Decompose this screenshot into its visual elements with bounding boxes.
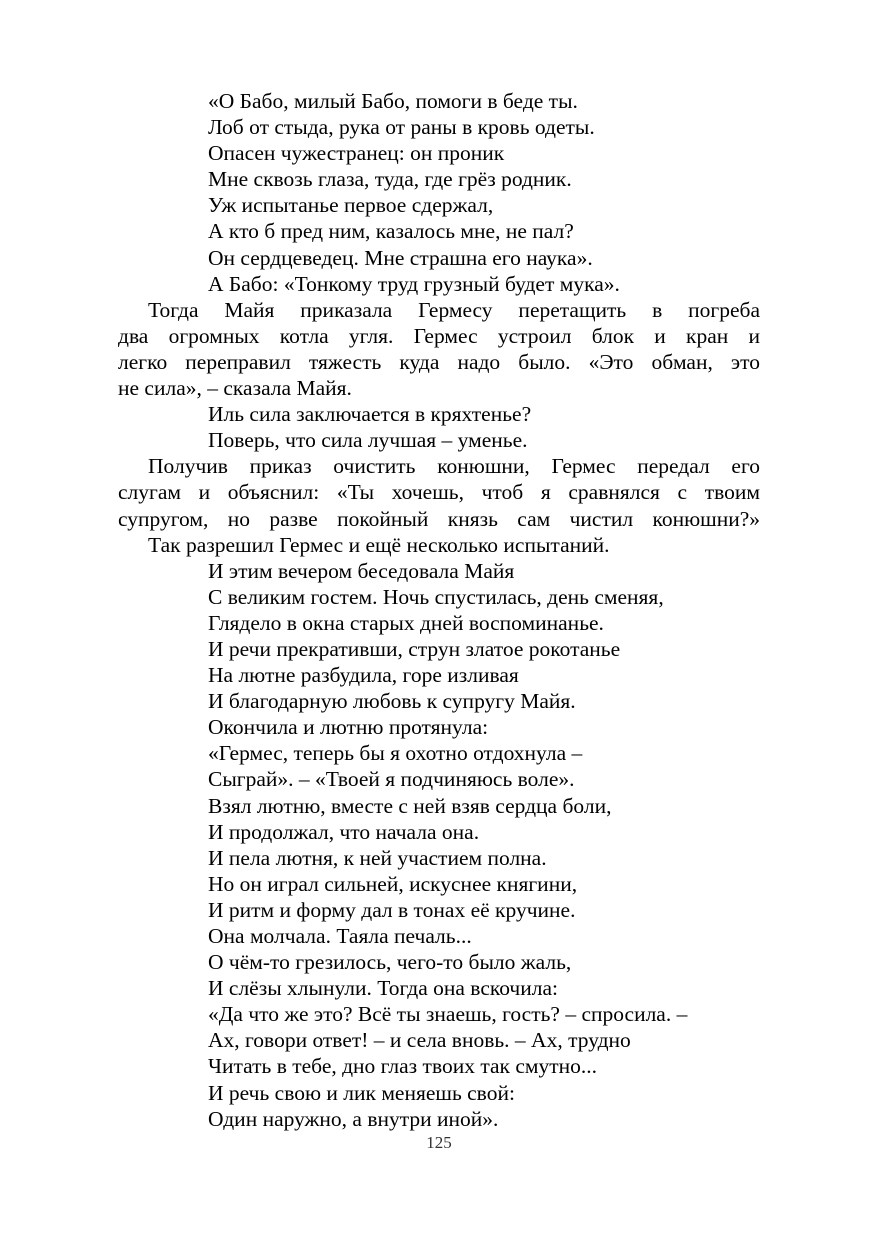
verse-line: И этим вечером беседовала Майя: [208, 558, 515, 583]
prose-line: два огромных котла угля. Гермес устроил блок и кран и: [118, 323, 760, 348]
verse-line: Иль сила заключается в кряхтенье?: [208, 402, 532, 427]
prose-line: легко переправил тяжесть куда надо было. «Это обман, это: [118, 349, 760, 374]
verse-line: И слёзы хлынули. Тогда она вскочила:: [208, 976, 558, 1001]
page-number: 125: [426, 1133, 452, 1152]
verse-line: Она молчала. Таяла печаль...: [208, 924, 472, 948]
verse-line: О чём-то грезилось, чего-то было жаль,: [208, 950, 572, 975]
verse-line: И пела лютня, к ней участием полна.: [208, 845, 547, 870]
verse-line: «О Бабо, милый Бабо, помоги в беде ты.: [208, 89, 578, 113]
verse-line: И ритм и форму дал в тонах её кручине.: [208, 897, 576, 922]
verse-line: И продолжал, что начала она.: [208, 819, 480, 844]
verse-line: И речь свою и лик меняешь свой:: [208, 1080, 515, 1105]
verse-line: Взял лютню, вместе с ней взяв сердца боли,: [208, 793, 612, 818]
verse-line: И благодарную любовь к супругу Майя.: [208, 689, 576, 714]
verse-line: Лоб от стыда, рука от раны в кровь одеты.: [208, 115, 595, 140]
verse-line: Но он играл сильней, искуснее княгини,: [208, 871, 578, 896]
verse-line: Глядело в окна старых дней воспоминанье.: [208, 610, 604, 635]
prose-line: Тогда Майя приказала Гермесу перетащить в погреба: [148, 297, 760, 322]
verse-line: Один наружно, а внутри иной».: [208, 1106, 499, 1131]
verse-line: Окончила и лютню протянула:: [208, 715, 489, 740]
verse-line: Читать в тебе, дно глаз твоих так смутно...: [208, 1054, 598, 1079]
verse-line: Уж испытанье первое сдержал,: [208, 193, 494, 218]
prose-line: Получив приказ очистить конюшни, Гермес передал его: [148, 454, 760, 479]
verse-line: С великим гостем. Ночь спустилась, день сменяя,: [208, 584, 664, 609]
verse-line: «Гермес, теперь бы я охотно отдохнула –: [208, 741, 583, 766]
verse-line: А Бабо: «Тонкому труд грузный будет мука».: [208, 271, 620, 296]
verse-line: Сыграй». – «Твоей я подчиняюсь воле».: [208, 767, 575, 792]
verse-line: И речи прекративши, струн златое рокотанье: [208, 636, 621, 661]
verse-line: «Да что же это? Всё ты знаешь, гость? – спросила. –: [208, 1002, 688, 1027]
prose-line: не сила», – сказала Майя.: [118, 376, 352, 401]
page-text: [118, 88, 760, 1132]
verse-line: Опасен чужестранец: он проник: [208, 141, 505, 166]
verse-line: А кто б пред ним, казалось мне, не пал?: [208, 219, 574, 244]
prose-line: супругом, но разве покойный князь сам чистил конюшни?»: [118, 506, 760, 531]
verse-line: Поверь, что сила лучшая – уменье.: [208, 428, 528, 453]
verse-line: Он сердцеведец. Мне страшна его наука».: [208, 245, 593, 270]
verse-line: Мне сквозь глаза, туда, где грёз родник.: [208, 167, 572, 192]
prose-line: Так разрешил Гермес и ещё несколько испытаний.: [148, 532, 610, 557]
verse-line: На лютне разбудила, горе изливая: [208, 663, 519, 688]
verse-line: Ах, говори ответ! – и села вновь. – Ах, трудно: [208, 1028, 631, 1053]
prose-line: слугам и объяснил: «Ты хочешь, чтоб я сравнялся с твоим: [118, 480, 760, 505]
